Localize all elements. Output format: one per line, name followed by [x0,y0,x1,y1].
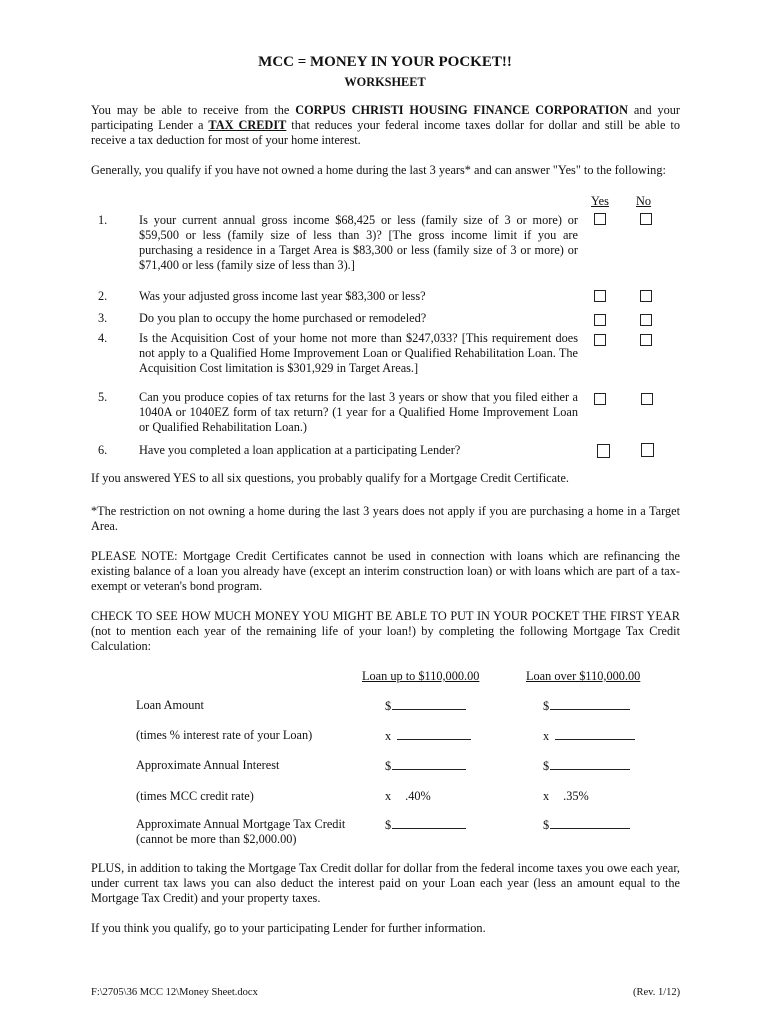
calc-prefix: $ [385,818,392,832]
footer-revision: (Rev. 1/12) [633,987,681,998]
annual-interest-input-2[interactable] [550,758,630,770]
calc-loan-amount-col2 [543,698,630,714]
intro-org-name: CORPUS CHRISTI HOUSING FINANCE CORPORATION [295,103,628,117]
check-paragraph: CHECK TO SEE HOW MUCH MONEY YOU MIGHT BE ABLE TO PUT IN YOUR POCKET THE FIRST YEAR (not to mention each year of the remaining life of your loan!) by completing the following Mortgage Tax Credit Calculation: [91,609,680,653]
calc-loan-amount-col1 [385,698,466,714]
calc-prefix: x [543,729,550,743]
qualify-paragraph: Generally, you qualify if you have not owned a home during the last 3 years* and can answer "Yes" to the following: [91,163,666,177]
calc-label-annual-interest: Approximate Annual Interest [136,758,280,772]
calc-prefix: x [385,789,392,803]
question-text: Have you completed a loan application at a participating Lender? [139,443,461,457]
yes-column-header: Yes [591,194,609,208]
plus-paragraph: PLUS, in addition to taking the Mortgage Tax Credit dollar for dollar from the federal income taxes you owe each year, under current tax laws you can also deduct the interest paid on your Loan each year (less an amount equal to the Mortgage Tax Credit) and your property taxes. [91,861,680,905]
no-column-header: No [636,194,652,208]
calc-tax-credit-limit: (cannot be more than $2,000.00) [136,832,297,846]
question-text: Is the Acquisition Cost of your home not more than $247,033? [This requirement does not apply to a Qualified Home Improvement Loan or Qualified Rehabilitation Loan. The Acquisition Cost limitation is $301,929 in Target Areas.] [139,331,578,375]
annual-interest-input-1[interactable] [392,758,466,770]
calc-prefix: x [543,789,550,803]
please-note-paragraph: PLEASE NOTE: Mortgage Credit Certificates cannot be used in connection with loans which are refinancing the existing balance of a loan you already have (except an interim construction loan) or with loans which are part of a tax-exempt or veteran's bond program. [91,549,680,593]
calc-prefix: $ [543,818,550,832]
question-5-no-checkbox[interactable] [641,393,653,405]
loan-amount-input-1[interactable] [392,698,466,710]
calc-annual-interest-col2 [543,758,630,774]
intro-paragraph [91,103,680,148]
calc-mcc-rate-col2 [543,789,589,804]
intro-text-1: You may be able to receive from the [91,103,296,117]
calc-label-loan-amount: Loan Amount [136,698,204,712]
interest-rate-input-1[interactable] [397,728,471,740]
restriction-paragraph: *The restriction on not owning a home during the last 3 years does not apply if you are purchasing a home in a Target Area. [91,504,680,533]
tax-credit-input-2[interactable] [550,817,630,829]
tax-credit-input-1[interactable] [392,817,466,829]
calc-label-tax-credit [136,817,345,847]
question-number: 5. [98,390,108,404]
question-number: 4. [98,331,108,345]
question-text: Is your current annual gross income $68,425 or less (family size of 3 or more) or $59,500 or less (family size of less than 3)? [The gross income limit if you are purchasing a residence in a Target Area is $83,300 or less (family size of 3 or more) or $71,400 or less (family size of less than 3).] [139,213,578,272]
calc-prefix: $ [385,699,392,713]
question-1-yes-checkbox[interactable] [594,213,606,225]
question-1-no-checkbox[interactable] [640,213,652,225]
question-3-yes-checkbox[interactable] [594,314,606,326]
calc-mcc-rate-col1 [385,789,431,804]
final-paragraph: If you think you qualify, go to your participating Lender for further information. [91,921,486,935]
mcc-rate-value-1: .40% [405,789,431,803]
calc-col2-header: Loan over $110,000.00 [526,669,641,683]
calc-prefix: $ [543,759,550,773]
question-4-no-checkbox[interactable] [640,334,652,346]
question-5-yes-checkbox[interactable] [594,393,606,405]
interest-rate-input-2[interactable] [555,728,635,740]
question-6-yes-checkbox[interactable] [597,444,610,458]
question-number: 2. [98,289,108,303]
intro-text-3: that reduces your federal income taxes dollar for dollar and still be able to receive a tax deduction for most of your home interest. [91,118,680,147]
footer-file-path: F:\2705\36 MCC 12\Money Sheet.docx [91,987,258,998]
calc-interest-rate-col2 [543,728,635,744]
question-number: 1. [98,213,108,227]
question-2-yes-checkbox[interactable] [594,290,606,302]
question-number: 6. [98,443,108,457]
question-number: 3. [98,311,108,325]
question-text: Can you produce copies of tax returns for the last 3 years or show that you filed either a 1040A or 1040EZ form of tax return? (1 year for a Qualified Home Improvement Loan or Qualified Rehabilitation Loan.) [139,390,578,434]
calc-label-interest-rate: (times % interest rate of your Loan) [136,728,313,742]
question-text: Do you plan to occupy the home purchased or remodeled? [139,311,427,325]
question-text: Was your adjusted gross income last year $83,300 or less? [139,289,426,303]
question-2-no-checkbox[interactable] [640,290,652,302]
question-3-no-checkbox[interactable] [640,314,652,326]
page-subtitle: WORKSHEET [344,75,426,89]
all-yes-paragraph: If you answered YES to all six questions, you probably qualify for a Mortgage Credit Certificate. [91,471,569,485]
calc-tax-credit-col2 [543,817,630,833]
calc-col1-header: Loan up to $110,000.00 [362,669,480,683]
question-6-no-checkbox[interactable] [641,443,654,457]
mcc-rate-value-2: .35% [563,789,589,803]
calc-prefix: $ [543,699,550,713]
intro-text-2: and your participating Lender a [91,103,681,132]
intro-tax-credit: TAX CREDIT [208,118,287,132]
loan-amount-input-2[interactable] [550,698,630,710]
calc-tax-credit-col1 [385,817,466,833]
calc-prefix: x [385,729,392,743]
page-title: MCC = MONEY IN YOUR POCKET!! [258,54,512,70]
calc-interest-rate-col1 [385,728,471,744]
calc-tax-credit-label: Approximate Annual Mortgage Tax Credit [136,817,346,831]
question-4-yes-checkbox[interactable] [594,334,606,346]
calc-annual-interest-col1 [385,758,466,774]
calc-label-mcc-rate: (times MCC credit rate) [136,789,254,803]
calc-prefix: $ [385,759,392,773]
